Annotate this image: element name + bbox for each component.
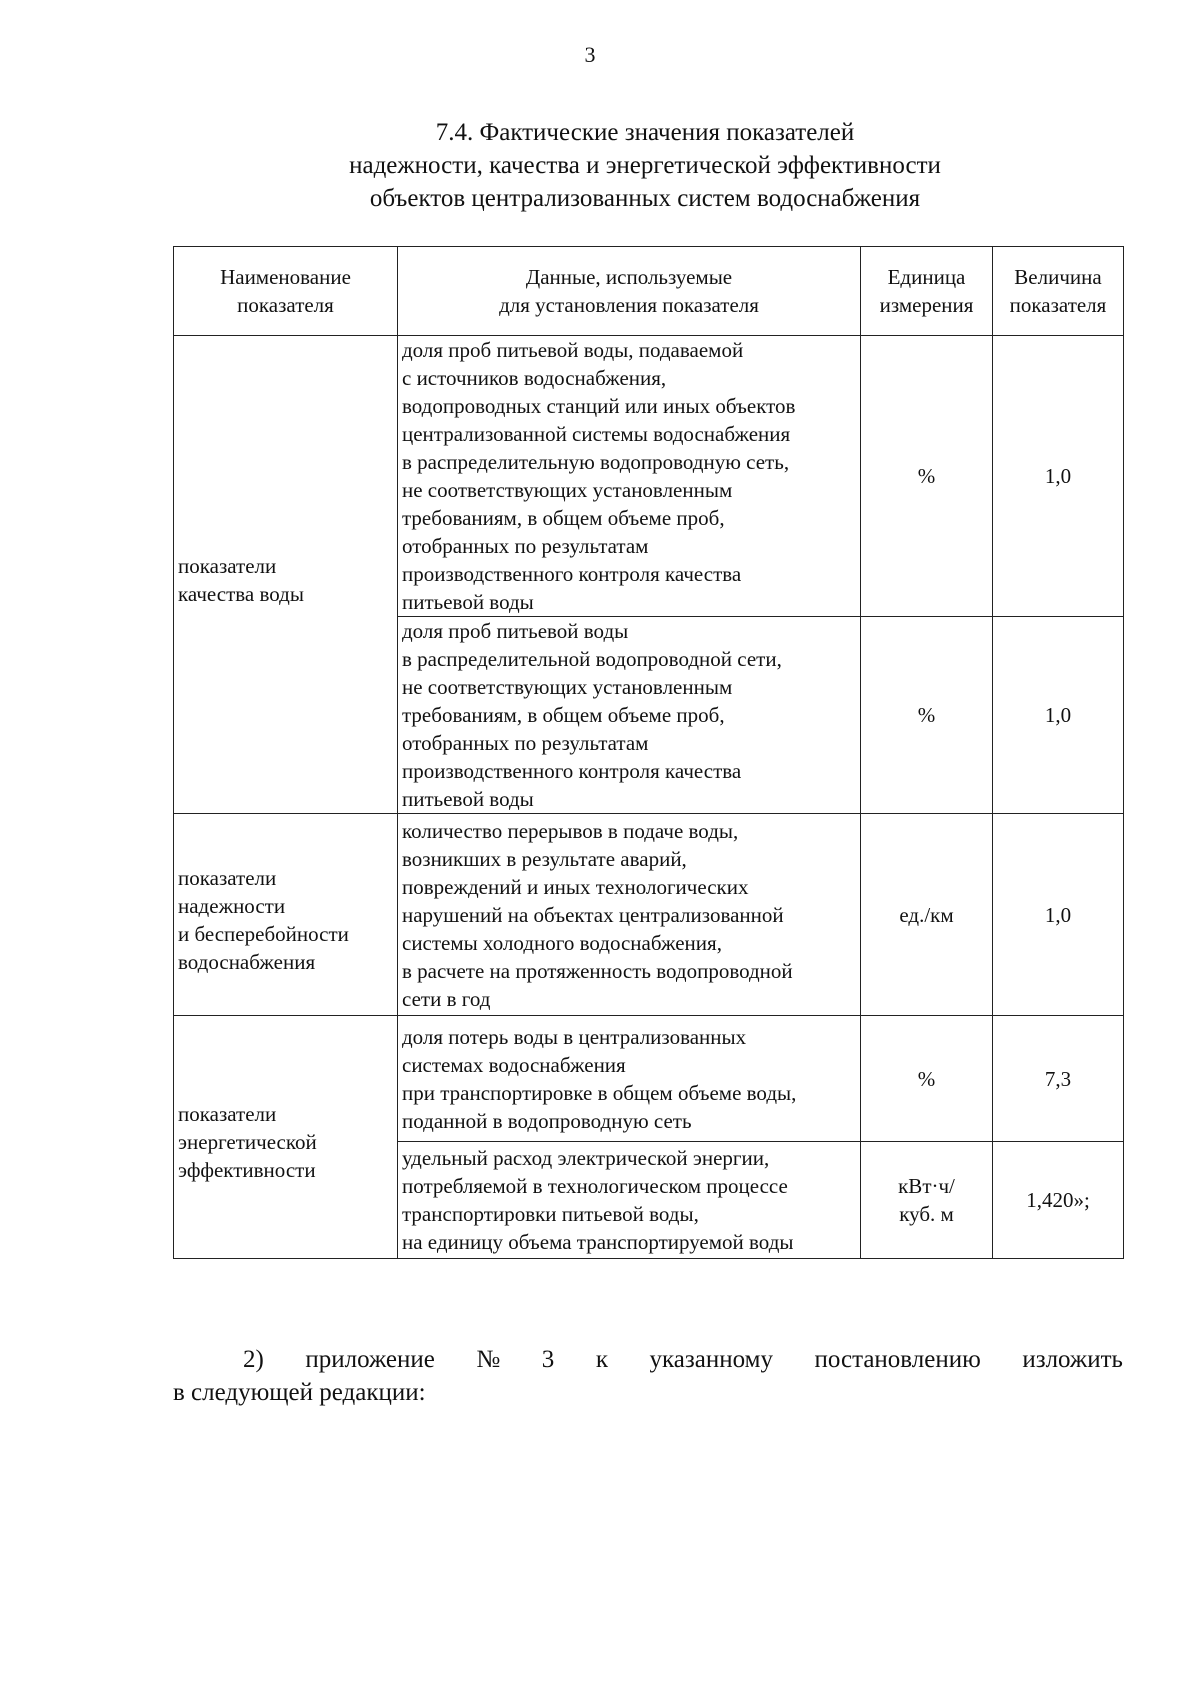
indicator-group-name (174, 336, 398, 814)
cell-line: требованиям, в общем объеме проб, (402, 506, 725, 530)
indicator-value (993, 336, 1124, 617)
header-line: Наименование (220, 265, 351, 289)
cell-line: 1,0 (1044, 464, 1072, 488)
cell-line: показатели (178, 1102, 277, 1126)
indicator-data (398, 814, 861, 1016)
cell-line: кВт·ч/ (898, 1174, 955, 1198)
page-number: 3 (584, 42, 596, 67)
cell-line: в распределительной водопроводной сети, (402, 647, 782, 671)
cell-line: питьевой воды (402, 590, 534, 614)
cell-line: с источников водоснабжения, (402, 366, 667, 390)
indicator-group-name (174, 1016, 398, 1259)
cell-line: производственного контроля качества (402, 759, 742, 783)
header-line: Величина (1014, 265, 1102, 289)
header-name (174, 247, 398, 336)
indicator-data (398, 617, 861, 814)
cell-line: питьевой воды (402, 787, 534, 811)
cell-line: повреждений и иных технологических (402, 874, 749, 899)
cell-line: показатели (178, 553, 277, 578)
cell-line: отобранных по результатам (402, 731, 649, 755)
title-line: надежности, качества и энергетической эффективности (349, 152, 941, 179)
cell-line: ед./км (899, 902, 954, 927)
cell-line: % (917, 464, 936, 488)
cell-line: не соответствующих установленным (402, 478, 733, 502)
cell-line: 1,0 (1044, 703, 1072, 727)
cell-line: куб. м (899, 1202, 954, 1226)
indicator-data (398, 1016, 861, 1142)
paragraph-word: 3 (541, 1346, 555, 1373)
cell-line: водопроводных станций или иных объектов (402, 394, 796, 418)
header-line: показателя (237, 293, 334, 317)
paragraph-word: приложение (305, 1346, 435, 1373)
cell-line: при транспортировке в общем объеме воды, (402, 1080, 797, 1105)
header-line: Данные, используемые (525, 265, 733, 289)
cell-line: сети в год (402, 986, 491, 1011)
cell-line: удельный расход электрической энергии, (402, 1146, 770, 1170)
paragraph-line (173, 1343, 1123, 1376)
cell-line: 1,0 (1044, 902, 1072, 927)
cell-line: водоснабжения (178, 949, 316, 974)
indicator-group-name (174, 814, 398, 1016)
paragraph-line: в следующей редакции: (173, 1379, 426, 1406)
indicators-table (173, 246, 1124, 1259)
cell-line: потребляемой в технологическом процессе (402, 1174, 788, 1198)
cell-line: 7,3 (1044, 1066, 1072, 1091)
table-row (174, 1016, 1124, 1142)
indicator-data (398, 1142, 861, 1259)
paragraph-word: 2) (243, 1346, 264, 1373)
indicator-unit (861, 336, 993, 617)
indicator-unit (861, 814, 993, 1016)
cell-line: нарушений на объектах централизованной (402, 902, 784, 927)
indicator-value (993, 1016, 1124, 1142)
cell-line: системах водоснабжения (402, 1052, 626, 1077)
cell-line: транспортировки питьевой воды, (402, 1202, 699, 1226)
cell-line: и бесперебойности (178, 921, 349, 946)
header-line: для установления показателя (499, 293, 759, 317)
table-row (174, 336, 1124, 617)
paragraph-word: указанному (649, 1346, 773, 1373)
title-line: 7.4. Фактические значения показателей (435, 119, 855, 146)
cell-line: производственного контроля качества (402, 562, 742, 586)
header-data (398, 247, 861, 336)
indicator-value (993, 814, 1124, 1016)
header-line: Единица (887, 265, 966, 289)
cell-line: доля проб питьевой воды, подаваемой (402, 338, 744, 362)
cell-line: энергетической (178, 1130, 317, 1154)
paragraph-word: изложить (1022, 1346, 1123, 1373)
cell-line: централизованной системы водоснабжения (402, 422, 791, 446)
cell-line: доля проб питьевой воды (402, 619, 629, 643)
table-body (174, 336, 1124, 1259)
paragraph-word: к (595, 1346, 608, 1373)
indicator-unit (861, 1142, 993, 1259)
cell-line: в расчете на протяженность водопроводной (402, 958, 793, 983)
indicator-unit (861, 617, 993, 814)
cell-line: на единицу объема транспортируемой воды (402, 1230, 794, 1254)
cell-line: качества воды (178, 581, 304, 606)
cell-line: показатели (178, 865, 277, 890)
cell-line: возникших в результате аварий, (402, 846, 687, 871)
cell-line: поданной в водопроводную сеть (402, 1108, 692, 1133)
indicator-unit (861, 1016, 993, 1142)
header-line: показателя (1009, 293, 1107, 317)
cell-line: эффективности (178, 1158, 316, 1182)
cell-line: % (917, 703, 936, 727)
cell-line: требованиям, в общем объеме проб, (402, 703, 725, 727)
indicator-data (398, 336, 861, 617)
cell-line: 1,420»; (1026, 1188, 1090, 1212)
title-line: объектов централизованных систем водоснабжения (369, 185, 921, 212)
paragraph-word: постановлению (814, 1346, 981, 1373)
cell-line: не соответствующих установленным (402, 675, 733, 699)
cell-line: системы холодного водоснабжения, (402, 930, 722, 955)
header-line: измерения (879, 293, 974, 317)
table-header-row (174, 247, 1124, 336)
table-row (174, 814, 1124, 1016)
amendment-paragraph (173, 1343, 1123, 1409)
paragraph-word: № (476, 1346, 501, 1373)
header-unit (861, 247, 993, 336)
indicator-value (993, 617, 1124, 814)
cell-line: % (917, 1066, 936, 1091)
cell-line: доля потерь воды в централизованных (402, 1024, 747, 1049)
cell-line: отобранных по результатам (402, 534, 649, 558)
cell-line: в распределительную водопроводную сеть, (402, 450, 790, 474)
indicator-value (993, 1142, 1124, 1259)
cell-line: количество перерывов в подаче воды, (402, 818, 739, 843)
header-value (993, 247, 1124, 336)
cell-line: надежности (178, 893, 286, 918)
section-title (0, 116, 1200, 215)
